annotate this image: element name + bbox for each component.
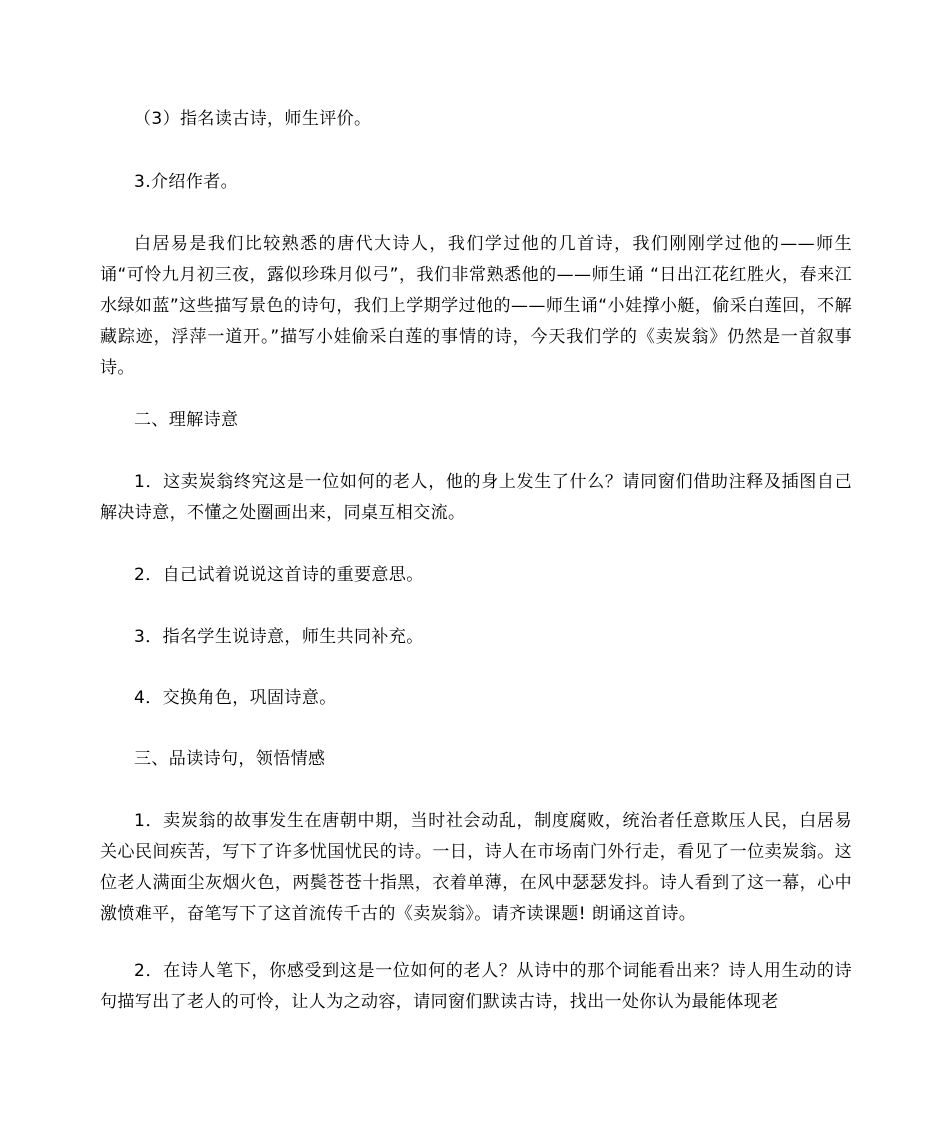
paragraph-story-background: 1．卖炭翁的故事发生在唐朝中期，当时社会动乱，制度腐败，统治者任意欺压人民，白居易关心民间疾苦，写下了许多忧国忧民的诗。一日，诗人在市场南门外行走，看见了一位卖炭翁。这位老人满面尘灰烟火色，两鬓苍苍十指黑，衣着单薄，在风中瑟瑟发抖。诗人看到了这一幕，心中激愤难平，奋笔写下了这首流传千古的《卖炭翁》。请齐读课题! 朗诵这首诗。: [100, 811, 852, 924]
paragraph-item-1: 1．这卖炭翁终究这是一位如何的老人，他的身上发生了什么？请同窗们借助注释及插图自己解决诗意，不懂之处圈画出来，同桌互相交流。: [100, 472, 852, 523]
section-heading-appreciate-lines: 三、品读诗句，领悟情感: [134, 749, 326, 769]
section-heading-understand-meaning: 二、理解诗意: [134, 410, 239, 430]
paragraph-introduce-author: 3.介绍作者。: [134, 172, 239, 192]
paragraph-read-poem: （3）指名读古诗，师生评价。: [134, 109, 372, 129]
paragraph-item-2: 2．自己试着说说这首诗的重要意思。: [134, 565, 424, 585]
paragraph-item-4: 4．交换角色，巩固诗意。: [134, 688, 337, 708]
paragraph-author-bio: 白居易是我们比较熟悉的唐代大诗人，我们学过他的几首诗，我们刚刚学过他的——师生诵“可怜九月初三夜，露似珍珠月似弓”，我们非常熟悉他的——师生诵 “日出江花红胜火，春来江水绿如蓝”这些描写景色的诗句，我们上学期学过他的——师生诵“小娃撑小艇，偷采白莲回，不解藏踪迹，浮萍一道开。”描写小娃偷采白莲的事情的诗，今天我们学的《卖炭翁》仍然是一首叙事诗。: [100, 234, 852, 378]
paragraph-item-3: 3．指名学生说诗意，师生共同补充。: [134, 627, 424, 647]
paragraph-feel-old-man: 2．在诗人笔下，你感受到这是一位如何的老人？从诗中的那个词能看出来？诗人用生动的诗句描写出了老人的可怜，让人为之动容，请同窗们默读古诗，找出一处你认为最能体现老: [100, 961, 852, 1012]
